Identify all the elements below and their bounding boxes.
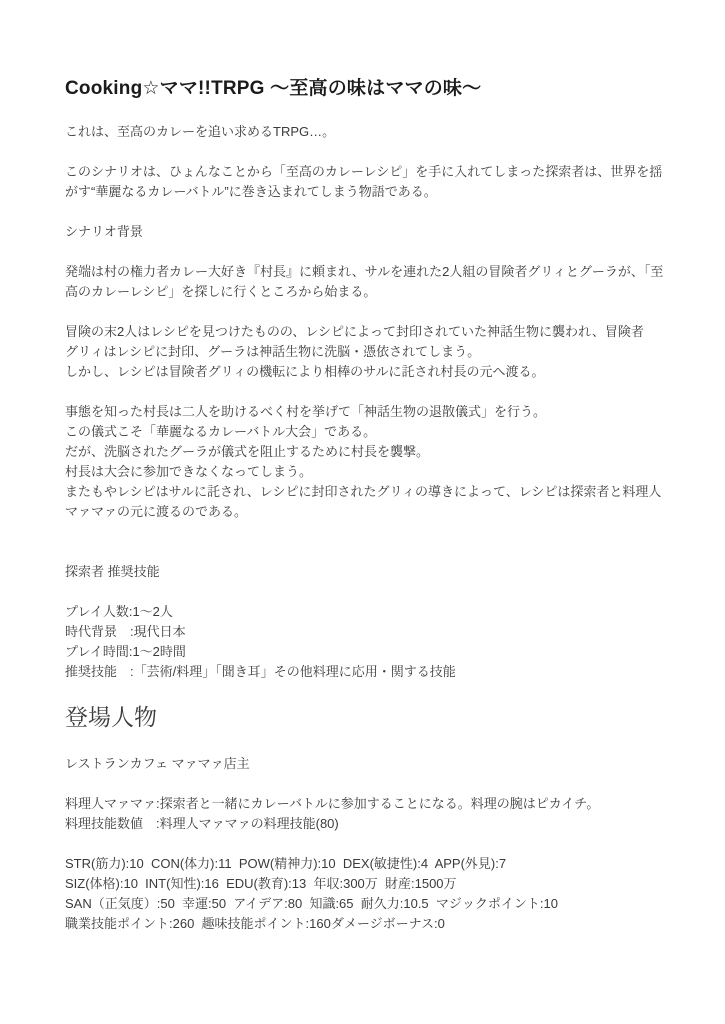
paragraph-stats	[65, 854, 671, 934]
section-heading-characters: 登場人物	[65, 704, 157, 730]
body-line: 探索者 推奨技能	[65, 564, 160, 579]
body-line: 料理技能数値 :料理人マァマァの料理技能(80)	[65, 816, 339, 831]
body-line: 事態を知った村長は二人を助けるべく村を挙げて「神話生物の退散儀式」を行う。	[65, 404, 547, 419]
spacer	[65, 542, 671, 562]
stat-line: SIZ(体格):10 INT(知性):16 EDU(教育):13 年収:300万 財産:1500万	[65, 876, 457, 891]
body-line: 推奨技能 :「芸術/料理」「聞き耳」その他料理に応用・関する技能	[65, 664, 456, 679]
body-line: 村長は大会に参加できなくなってしまう。	[65, 464, 313, 479]
body-line: このシナリオは、ひょんなことから「至高のカレーレシピ」を手に入れてしまった探索者は、世界を揺	[65, 164, 663, 179]
paragraph-restaurant-owner	[65, 754, 671, 774]
document-content	[65, 76, 671, 954]
paragraph-background-1	[65, 262, 671, 302]
body-line: 時代背景 :現代日本	[65, 624, 186, 639]
paragraph-intro	[65, 122, 671, 142]
body-line: 発端は村の権力者カレー大好き『村長』に頼まれ、サルを連れた2人組の冒険者グリィとグーラが、「至	[65, 264, 664, 279]
body-line: しかし、レシピは冒険者グリィの機転により相棒のサルに託され村長の元へ渡る。	[65, 364, 545, 379]
body-line: レストランカフェ マァマァ店主	[65, 756, 250, 771]
document-title: Cooking☆ママ!!TRPG ～至高の味はママの味～	[65, 78, 482, 99]
paragraph-chef-mama	[65, 794, 671, 834]
body-line: 冒険の末2人はレシピを見つけたものの、レシピによって封印されていた神話生物に襲われ、冒険者	[65, 324, 644, 339]
stat-line: SAN（正気度）:50 幸運:50 アイデア:80 知識:65 耐久力:10.5 マジックポイント:10	[65, 896, 558, 911]
body-line: グリィはレシピに封印、グーラは神話生物に洗脳・憑依されてしまう。	[65, 344, 481, 359]
stat-line: STR(筋力):10 CON(体力):11 POW(精神力):10 DEX(敏捷性):4 APP(外見):7	[65, 856, 507, 871]
stat-line: 職業技能ポイント:260 趣味技能ポイント:160ダメージボーナス:0	[65, 916, 445, 931]
body-line: がす“華麗なるカレーバトル”に巻き込まれてしまう物語である。	[65, 184, 437, 199]
body-line: 料理人マァマァ:探索者と一緒にカレーバトルに参加することになる。料理の腕はピカイチ。	[65, 796, 600, 811]
body-line: だが、洗脳されたグーラが儀式を阻止するために村長を襲撃。	[65, 444, 430, 459]
paragraph-background-3	[65, 402, 671, 522]
body-line: この儀式こそ「華麗なるカレーバトル大会」である。	[65, 424, 377, 439]
body-line: またもやレシピはサルに託され、レシピに封印されたグリィの導きによって、レシピは探索者と料理人	[65, 484, 662, 499]
body-line: プレイ人数:1～2人	[65, 604, 173, 619]
paragraph-play-info	[65, 602, 671, 682]
section-label-recommended-skills	[65, 562, 671, 582]
body-line: 高のカレーレシピ」を探しに行くところから始まる。	[65, 284, 377, 299]
paragraph-scenario-summary	[65, 162, 671, 202]
body-line: シナリオ背景	[65, 224, 143, 239]
body-line: これは、至高のカレーを追い求めるTRPG…。	[65, 124, 336, 139]
paragraph-background-2	[65, 322, 671, 382]
body-line: マァマァの元に渡るのである。	[65, 504, 248, 519]
body-line: プレイ時間:1～2時間	[65, 644, 186, 659]
section-label-scenario-background	[65, 222, 671, 242]
